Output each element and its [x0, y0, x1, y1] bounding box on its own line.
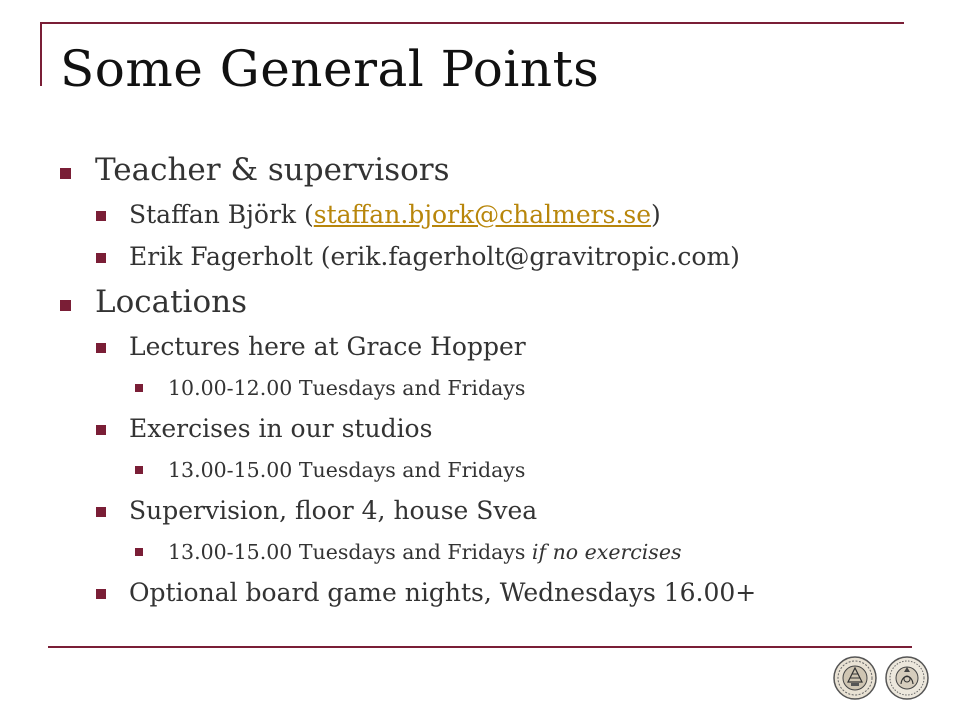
location-text: Supervision, floor 4, house Svea	[129, 496, 538, 525]
schedule-text: 13.00-15.00 Tuesdays and Fridays	[168, 458, 526, 482]
teacher-text: Erik Fagerholt (erik.fagerholt@gravitropic.com)	[129, 242, 740, 271]
slide-body	[58, 146, 918, 614]
location-text: Exercises in our studios	[129, 414, 433, 443]
section-locations	[58, 278, 918, 614]
schedule-item	[58, 368, 918, 408]
teacher-name: Staffan Björk (	[129, 200, 314, 229]
bullet-square-icon	[60, 300, 71, 311]
location-item-supervision	[58, 490, 918, 572]
bullet-square-icon	[135, 548, 143, 556]
schedule-note: if no exercises	[531, 540, 682, 564]
left-rule	[40, 22, 42, 86]
paren-close: )	[651, 200, 661, 229]
location-item-lectures	[58, 326, 918, 408]
chalmers-seal-icon	[834, 657, 876, 699]
section-label: Locations	[95, 284, 248, 320]
bullet-square-icon	[96, 211, 106, 221]
bullet-square-icon	[96, 425, 106, 435]
bullet-square-icon	[96, 343, 106, 353]
teacher-item-erik	[58, 236, 918, 278]
bullet-square-icon	[135, 384, 143, 392]
location-list	[95, 326, 918, 614]
section-teachers	[58, 146, 918, 278]
schedule-text: 10.00-12.00 Tuesdays and Fridays	[168, 376, 526, 400]
location-item-exercises	[58, 408, 918, 490]
schedule-list	[129, 532, 918, 572]
gothenburg-university-seal-icon	[886, 657, 928, 699]
university-logos	[832, 654, 932, 702]
schedule-list	[129, 450, 918, 490]
schedule-item	[58, 450, 918, 490]
email-link-staffan[interactable]: staffan.bjork@chalmers.se	[313, 200, 652, 229]
location-text: Optional board game nights, Wednesdays 16.00+	[129, 578, 757, 607]
location-text: Lectures here at Grace Hopper	[129, 332, 526, 361]
location-item-board-games	[58, 572, 918, 614]
logo-svg	[832, 654, 932, 702]
schedule-list	[129, 368, 918, 408]
schedule-item	[58, 532, 918, 572]
teacher-list	[95, 194, 918, 278]
bullet-square-icon	[96, 507, 106, 517]
bullet-square-icon	[96, 253, 106, 263]
top-rule	[40, 22, 904, 24]
bottom-rule	[48, 646, 912, 648]
teacher-item-staffan	[58, 194, 918, 236]
section-label: Teacher & supervisors	[95, 152, 450, 188]
bullet-square-icon	[96, 589, 106, 599]
bullet-square-icon	[135, 466, 143, 474]
schedule-text: 13.00-15.00 Tuesdays and Fridays	[168, 540, 532, 564]
bullet-square-icon	[60, 168, 71, 179]
bullet-list	[58, 146, 918, 614]
slide-title: Some General Points	[60, 40, 600, 98]
